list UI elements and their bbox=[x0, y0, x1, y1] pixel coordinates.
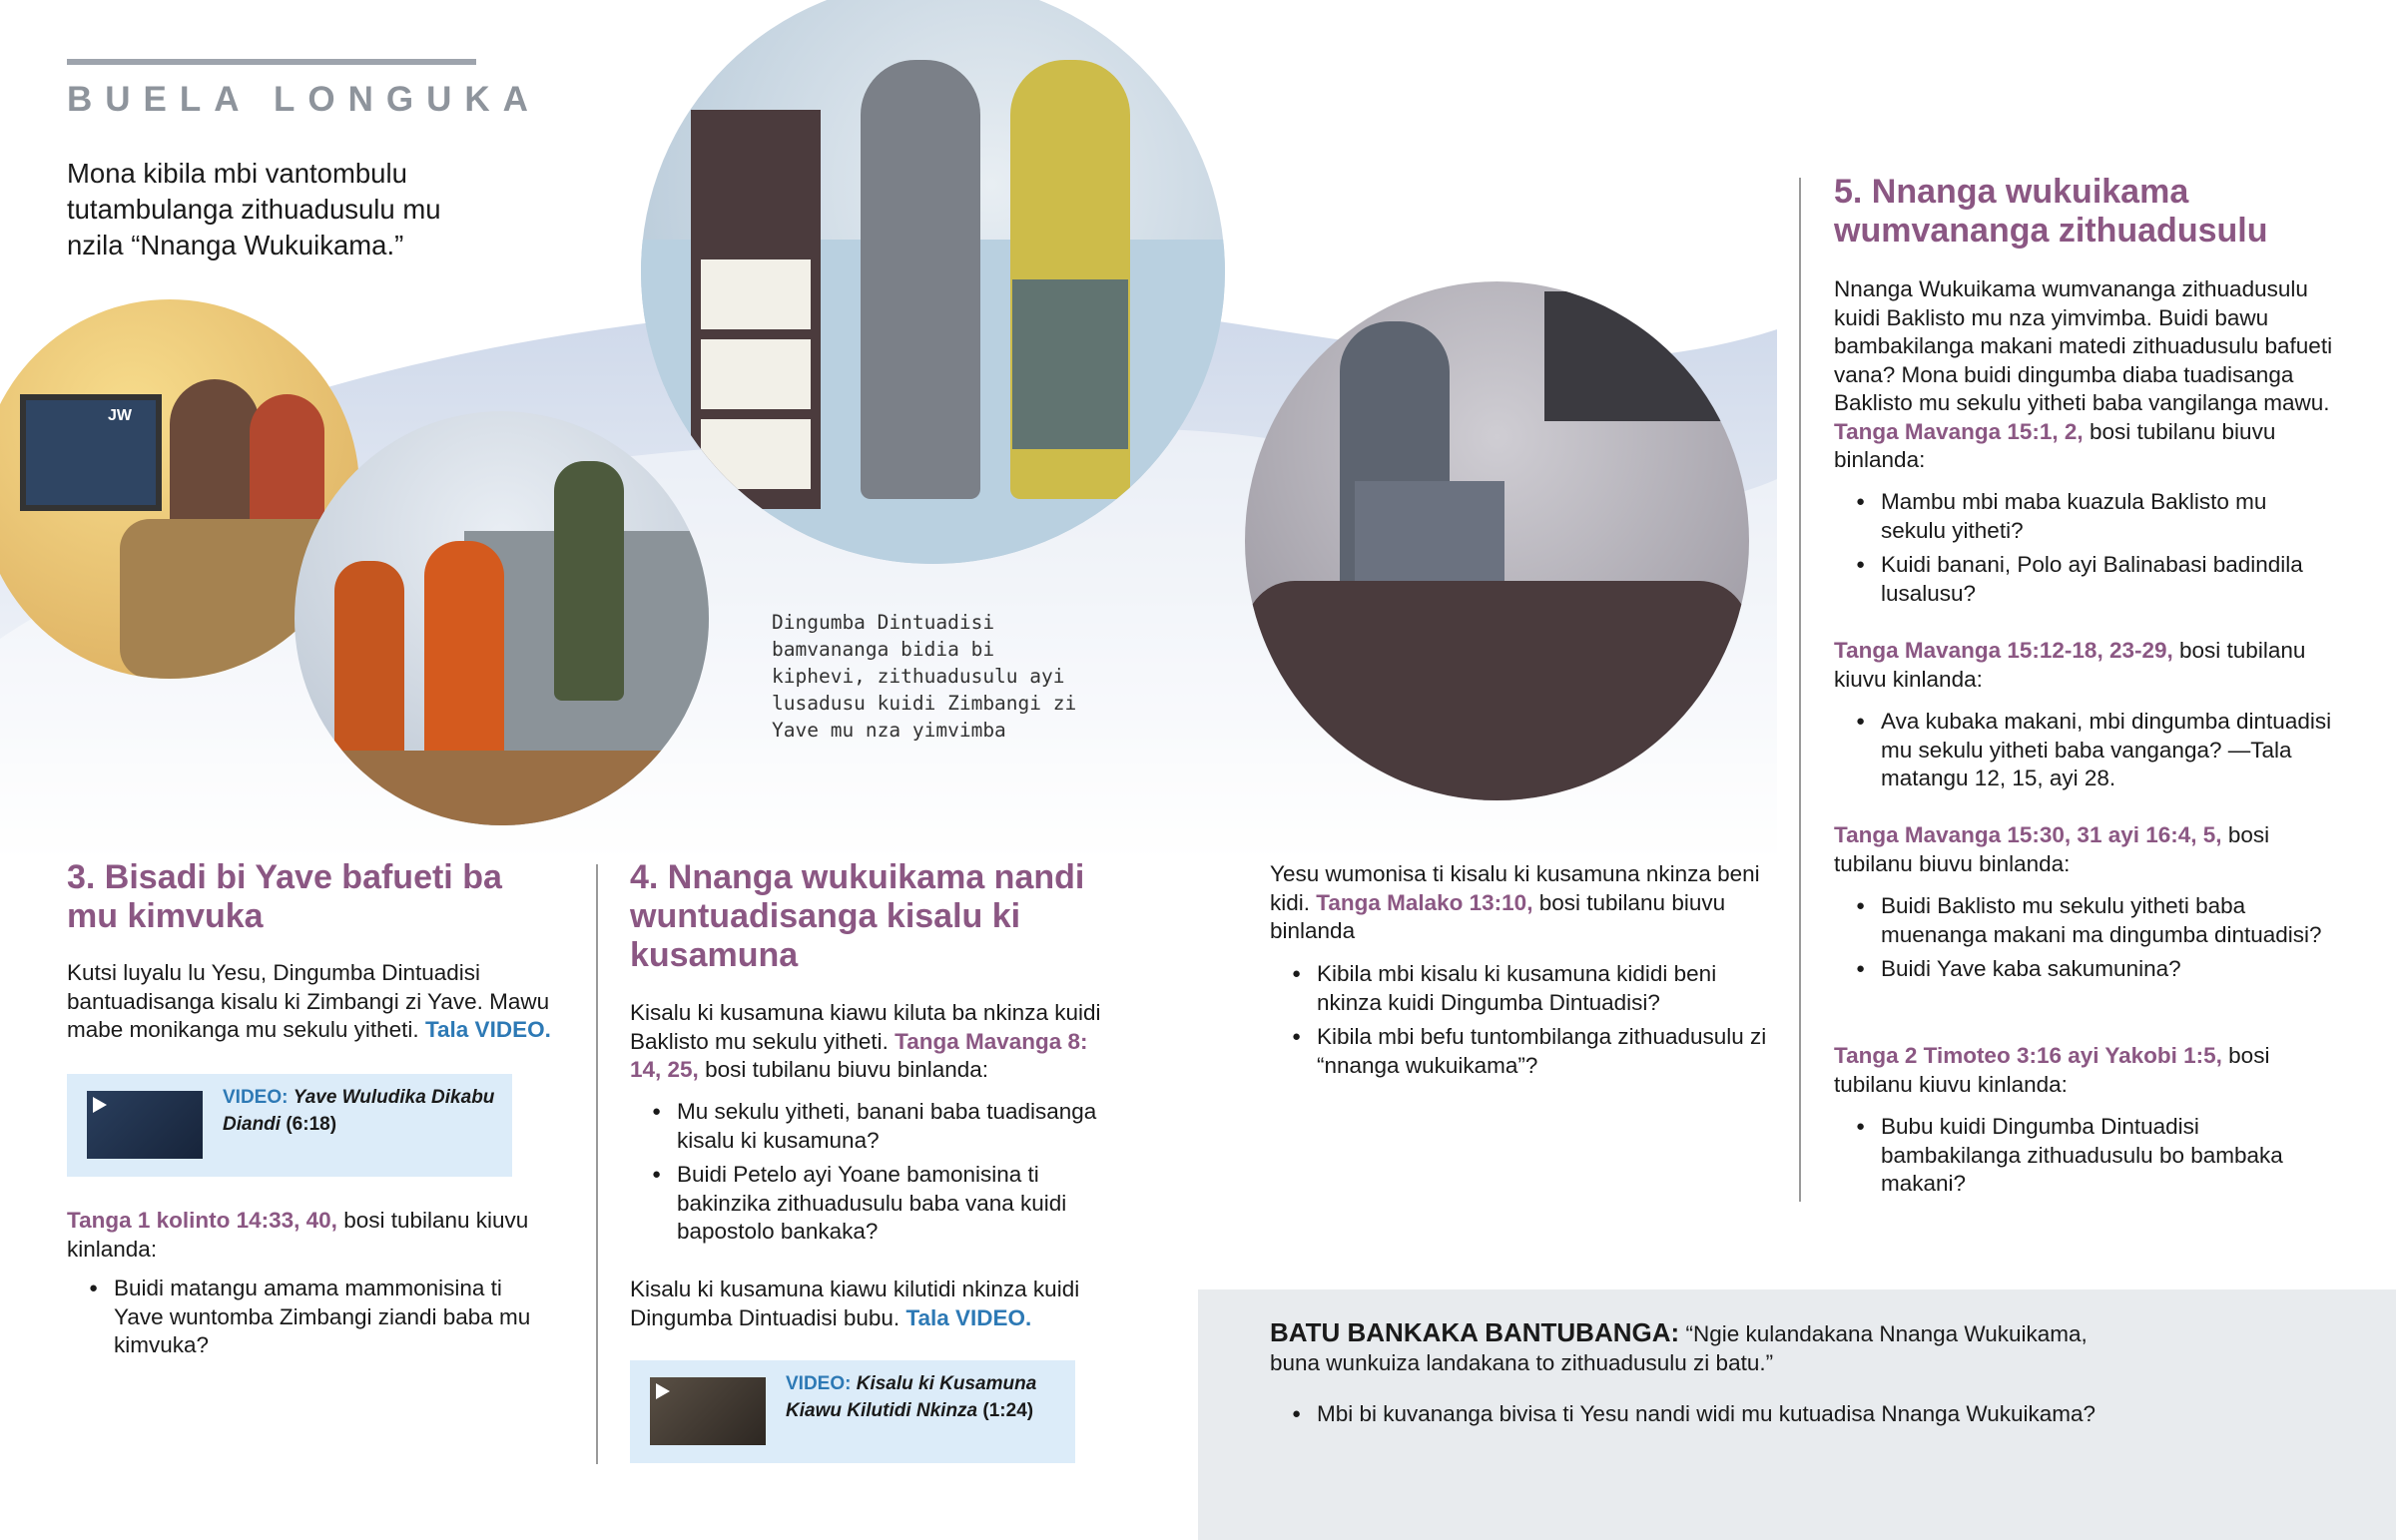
section-4-title: 4. Nnanga wukuikama nandi wuntuadisanga kisalu ki kusamuna bbox=[630, 858, 1085, 974]
tv-screen bbox=[20, 394, 162, 511]
intro-text: Mona kibila mbi vantombulu tutambulanga zithuadusulu mu nzila “Nnanga Wukuikama.” bbox=[67, 158, 441, 260]
tv-logo: JW bbox=[108, 407, 132, 424]
section-4-questions bbox=[630, 1098, 1119, 1253]
illustration-speaker-podium bbox=[1245, 281, 1749, 800]
video-thumbnail[interactable] bbox=[650, 1377, 766, 1445]
mid-paragraph bbox=[1270, 860, 1769, 946]
video-label bbox=[786, 1370, 1065, 1424]
ref-instruction: bosi tubilanu biuvu binlanda: bbox=[1834, 418, 2276, 472]
play-icon bbox=[656, 1383, 670, 1399]
ref-instruction: bosi tubilanu biuvu binlanda: bbox=[705, 1057, 989, 1082]
video-duration: (6:18) bbox=[286, 1114, 337, 1135]
mid-text: Yesu wumonisa ti kisalu ki kusamuna nkinza beni kidi. bbox=[1270, 861, 1760, 915]
scripture-ref[interactable]: Tanga 2 Timoteo 3:16 ayi Yakobi 1:5, bbox=[1834, 1043, 2222, 1068]
section-3-video-link[interactable]: Tala VIDEO. bbox=[424, 1017, 551, 1042]
question-item: ● Kuidi banani, Polo ayi Balinabasi badindila lusalusu? bbox=[1834, 551, 2333, 608]
section-5-questions-4 bbox=[1834, 1113, 2333, 1205]
question-item: ● Kibila mbi kisalu ki kusamuna kididi beni nkinza kuidi Dingumba Dintuadisi? bbox=[1270, 960, 1769, 1017]
kicker-rule bbox=[67, 59, 476, 65]
ref-instruction: bosi tubilanu kiuvu kinlanda: bbox=[67, 1208, 529, 1262]
question-item: ● Mu sekulu yitheti, banani baba tuadisanga kisalu ki kusamuna? bbox=[630, 1098, 1119, 1155]
video-title: Kisalu ki Kusamuna Kiawu Kilutidi Nkinza bbox=[786, 1373, 1037, 1421]
section-5-questions-1 bbox=[1834, 488, 2333, 614]
ref-instruction: bosi tubilanu biuvu binlanda: bbox=[1834, 822, 2270, 876]
section-4-paragraph-2 bbox=[630, 1276, 1119, 1332]
column-divider bbox=[596, 864, 598, 1464]
section-4-video-link[interactable]: Tala VIDEO. bbox=[905, 1304, 1032, 1330]
audience bbox=[1245, 581, 1749, 800]
column-divider bbox=[1799, 178, 1801, 1202]
scripture-ref[interactable]: Tanga 1 kolinto 14:33, 40, bbox=[67, 1208, 337, 1233]
section-3-title: 3. Bisadi bi Yave bafueti ba mu kimvuka bbox=[67, 858, 502, 935]
section-5-title: 5. Nnanga wukuikama wumvananga zithuadusulu bbox=[1834, 173, 2268, 250]
section-5-questions-3 bbox=[1834, 892, 2333, 990]
question-item: ● Buidi Petelo ayi Yoane bamonisina ti bakinzika zithuadusulu baba vana kuidi bapostolo bankaka? bbox=[630, 1161, 1119, 1247]
question-item: ● Ava kubaka makani, mbi dingumba dintuadisi mu sekulu yitheti baba vanganga? —Tala matangu 12, 15, ayi 28. bbox=[1834, 708, 2333, 793]
question-item: ● Mbi bi kuvananga bivisa ti Yesu nandi widi mu kutuadisa Nnanga Wukuikama? bbox=[1270, 1400, 2268, 1429]
literature-cart bbox=[691, 110, 821, 509]
scripture-ref[interactable]: Tanga Mavanga 15:1, 2, bbox=[1834, 418, 2084, 444]
section-5-questions-2 bbox=[1834, 708, 2333, 799]
cart-shelf bbox=[701, 419, 811, 489]
footer-quote-text: “Ngie kulandakana Nnanga Wukuikama, buna wunkuiza landakana to zithuadusulu zi batu.” bbox=[1270, 1321, 2088, 1375]
section-4-text: Kisalu ki kusamuna kiawu kiluta ba nkinza kuidi Baklisto mu sekulu yitheti. bbox=[630, 1000, 1101, 1054]
section-4-paragraph bbox=[630, 999, 1119, 1085]
section-4-video-box[interactable] bbox=[630, 1360, 1075, 1463]
section-5-text: Nnanga Wukuikama wumvananga zithuadusulu kuidi Baklisto mu nza yimvimba. Buidi bawu bambakilanga makani matedi zithuadusulu bafueti vana? Mona buidi dingumba diaba tuadisanga Baklisto mu sekulu yitheti baba vangilanga mawu. bbox=[1834, 276, 2333, 415]
question-item: ● Kibila mbi befu tuntombilanga zithuadusulu zi “nnanga wukuikama”? bbox=[1270, 1023, 1769, 1080]
question-item: ● Buidi Baklisto mu sekulu yitheti baba muenanga makani ma dingumba dintuadisi? bbox=[1834, 892, 2333, 949]
cart-shelf bbox=[701, 339, 811, 409]
footer-questions bbox=[1270, 1400, 2268, 1435]
ref-instruction: bosi tubilanu kiuvu kinlanda: bbox=[1834, 638, 2306, 692]
section-3-paragraph bbox=[67, 959, 566, 1045]
video-prefix: VIDEO: bbox=[223, 1087, 289, 1108]
video-title: Yave Wuludika Dikabu Diandi bbox=[223, 1087, 495, 1135]
section-5-reference-4 bbox=[1834, 1042, 2333, 1099]
mid-questions bbox=[1270, 960, 1769, 1086]
scripture-ref[interactable]: Tanga Mavanga 8: 14, 25, bbox=[630, 1028, 1088, 1082]
question-item: ● Buidi Yave kaba sakumunina? bbox=[1834, 955, 2333, 984]
video-thumbnail[interactable] bbox=[87, 1091, 203, 1159]
video-label bbox=[223, 1084, 502, 1138]
section-3-reference bbox=[67, 1207, 566, 1264]
wall-screen bbox=[1544, 291, 1749, 421]
scripture-ref[interactable]: Tanga Mavanga 15:30, 31 ayi 16:4, 5, bbox=[1834, 822, 2222, 847]
footer-label: BATU BANKAKA BANTUBANGA: bbox=[1270, 1317, 1680, 1347]
section-5-reference-2 bbox=[1834, 637, 2333, 694]
question-item: ● Buidi matangu amama mammonisina ti Yave wuntomba Zimbangi ziandi baba mu kimvuka? bbox=[67, 1275, 556, 1360]
section-3-text: Kutsi luyalu lu Yesu, Dingumba Dintuadisi bantuadisanga kisalu ki Zimbangi zi Yave. Mawu mabe monikanga mu sekulu yitheti. bbox=[67, 960, 550, 1042]
section-3-video-box[interactable] bbox=[67, 1074, 512, 1177]
worker-silhouette bbox=[334, 561, 404, 770]
scripture-ref[interactable]: Tanga Mavanga 15:12-18, 23-29, bbox=[1834, 638, 2173, 663]
question-item: ● Bubu kuidi Dingumba Dintuadisi bambakilanga zithuadusulu bo bambaka makani? bbox=[1834, 1113, 2333, 1199]
floor bbox=[295, 751, 709, 825]
ref-instruction: bosi tubilanu kiuvu kinlanda: bbox=[1834, 1043, 2270, 1097]
cart-shelf bbox=[701, 259, 811, 329]
play-icon bbox=[93, 1097, 107, 1113]
section-3-questions bbox=[67, 1275, 556, 1366]
ref-instruction: bosi tubilanu biuvu binlanda bbox=[1270, 889, 1726, 943]
kicker-title: BUELA LONGUKA bbox=[67, 80, 541, 119]
video-duration: (1:24) bbox=[982, 1400, 1034, 1421]
illustration-couple-cart bbox=[641, 0, 1225, 564]
scripture-ref[interactable]: Tanga Malako 13:10, bbox=[1316, 889, 1533, 915]
worker-silhouette bbox=[554, 461, 624, 701]
section-4-text-2: Kisalu ki kusamuna kiawu kilutidi nkinza kuidi Dingumba Dintuadisi bubu. bbox=[630, 1277, 1080, 1330]
section-5-reference-3 bbox=[1834, 821, 2333, 878]
photo-caption: Dingumba Dintuadisi bamvananga bidia bi kiphevi, zithuadusulu ayi lusadusu kuidi Zimbangi zi Yave mu nza yimvimba bbox=[772, 611, 1077, 742]
person-silhouette bbox=[861, 60, 980, 499]
footer-quote bbox=[1270, 1318, 2118, 1377]
person-skirt bbox=[1012, 279, 1128, 449]
section-5-paragraph bbox=[1834, 275, 2333, 475]
video-prefix: VIDEO: bbox=[786, 1373, 852, 1394]
question-item: ● Mambu mbi maba kuazula Baklisto mu sekulu yitheti? bbox=[1834, 488, 2333, 545]
